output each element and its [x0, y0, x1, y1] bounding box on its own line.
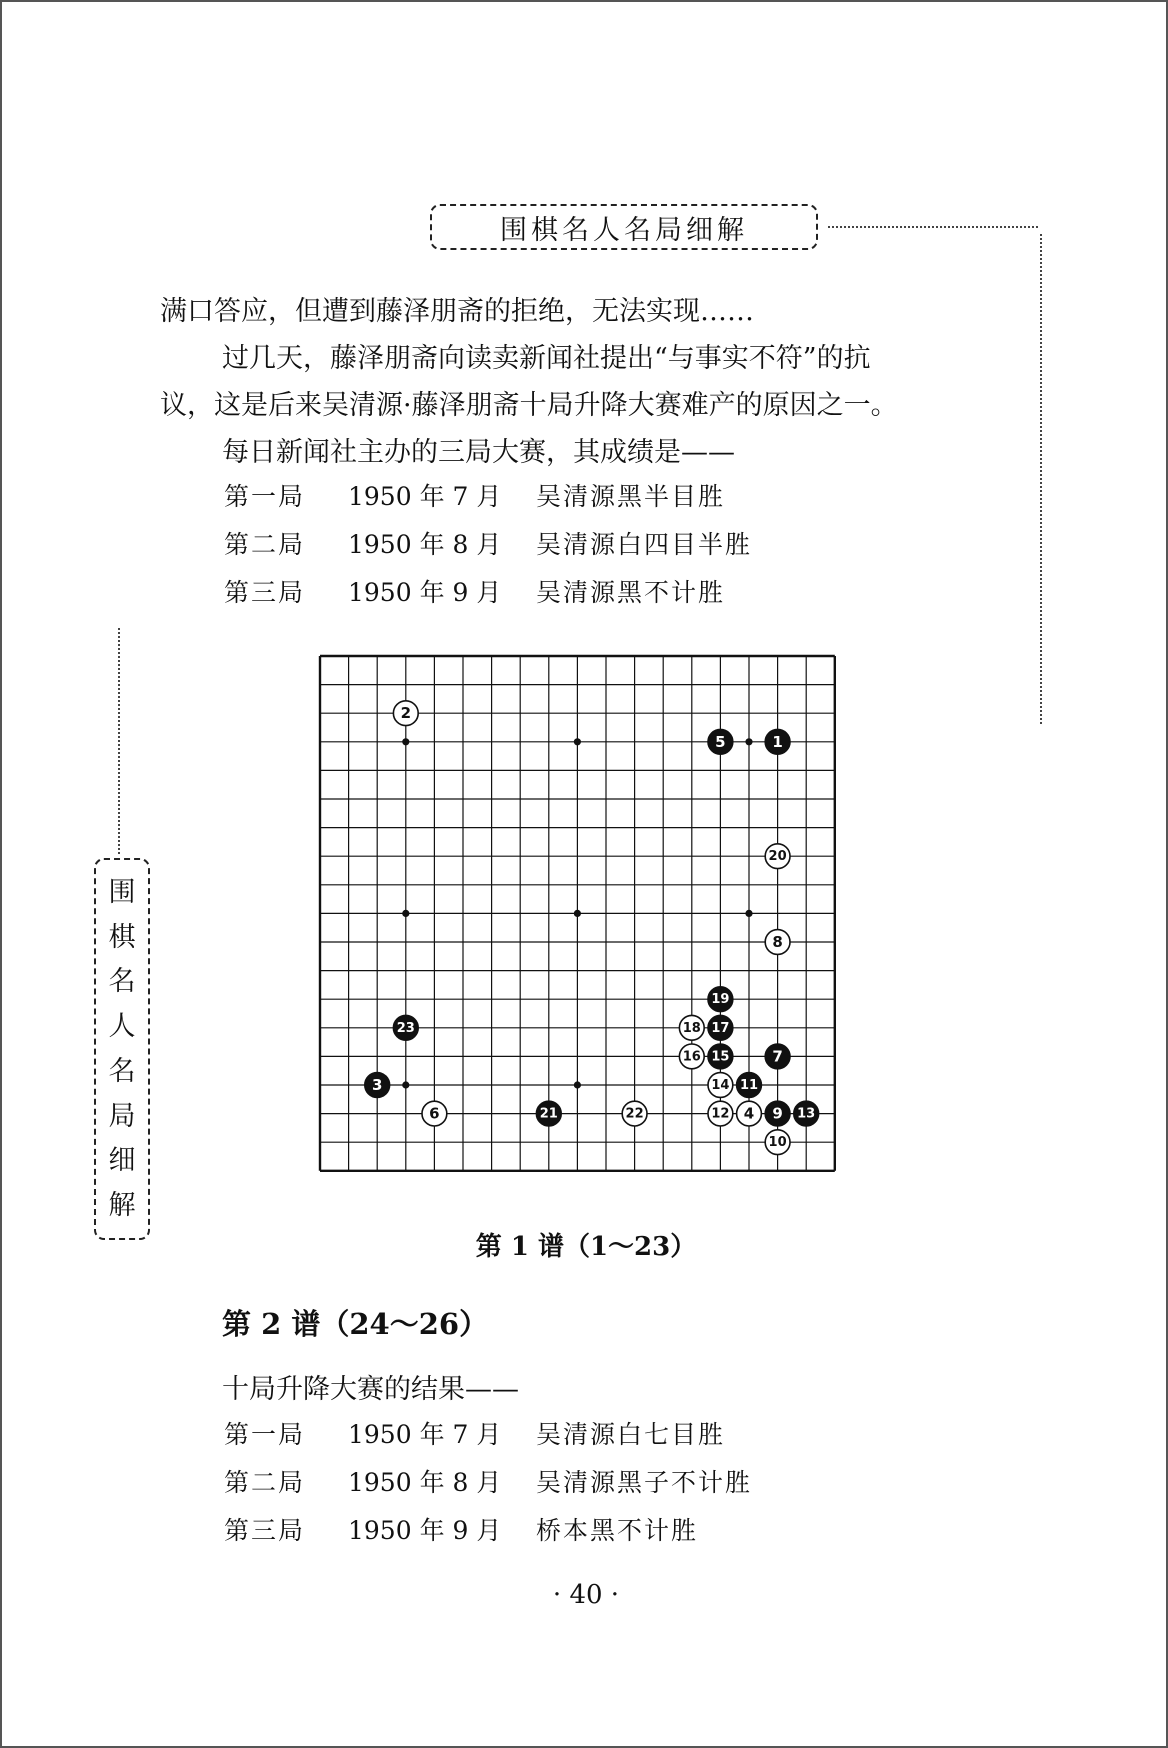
game-label: 第二局 [224, 530, 306, 559]
game-label: 第一局 [224, 1420, 306, 1449]
stone-move-number: 5 [715, 732, 726, 751]
board-star-point [402, 1081, 409, 1088]
stone-move-number: 2 [400, 704, 412, 723]
side-tab [94, 858, 150, 1240]
board-star-point [574, 738, 581, 745]
stone-move-number: 18 [682, 1020, 701, 1036]
board-star-point [745, 910, 752, 917]
game-label: 第一局 [224, 482, 306, 511]
stone-move-number: 22 [625, 1106, 644, 1122]
game-result: 吴清源白四目半胜 [536, 530, 753, 559]
stone-move-number: 9 [772, 1104, 783, 1123]
stone-move-number: 14 [711, 1078, 730, 1093]
game-date: 1950 年 9 月 [348, 1516, 502, 1545]
game-date: 1950 年 9 月 [348, 578, 502, 607]
body-text-line: 十局升降大赛的结果—— [222, 1374, 519, 1405]
stone-move-number: 12 [711, 1106, 730, 1122]
section-title: 第 2 谱（24～26） [222, 1307, 489, 1341]
body-text-line: 满口答应，但遭到藤泽朋斋的拒绝，无法实现…… [160, 296, 754, 327]
stone-move-number: 11 [739, 1078, 759, 1093]
game-result: 桥本黑不计胜 [536, 1516, 699, 1545]
stone-move-number: 21 [539, 1106, 558, 1122]
stone-move-number: 1 [772, 732, 783, 751]
figure-caption: 第 1 谱（1～23） [475, 1232, 697, 1262]
page-number: · 40 · [552, 1580, 620, 1610]
board-star-point [402, 738, 409, 745]
game-result: 吴清源黑子不计胜 [536, 1468, 753, 1497]
board-star-point [574, 1081, 581, 1088]
stone-move-number: 8 [772, 933, 783, 951]
body-text-line: 议，这是后来吴清源·藤泽朋斋十局升降大赛难产的原因之一。 [160, 390, 898, 421]
right-dotted-rule [1040, 234, 1042, 724]
running-header [430, 204, 818, 250]
stone-move-number: 13 [797, 1106, 816, 1122]
body-text-line: 每日新闻社主办的三局大赛，其成绩是—— [222, 437, 735, 468]
game-date: 1950 年 7 月 [348, 1420, 502, 1449]
game-date: 1950 年 7 月 [348, 482, 502, 511]
game-label: 第二局 [224, 1468, 306, 1497]
stone-move-number: 10 [768, 1135, 787, 1151]
side-tab-char: 细 [108, 1145, 136, 1177]
stone-move-number: 7 [772, 1047, 783, 1066]
game-date: 1950 年 8 月 [348, 1468, 502, 1497]
body-text-line: 过几天，藤泽朋斋向读卖新闻社提出“与事实不符”的抗 [222, 343, 871, 374]
game-result: 吴清源白七目胜 [536, 1420, 726, 1449]
stone-move-number: 17 [711, 1020, 730, 1036]
running-header-title: 围棋名人名局细解 [500, 214, 748, 246]
stone-move-number: 19 [711, 992, 730, 1008]
stone-move-number: 3 [371, 1076, 383, 1094]
side-tab-char: 名 [108, 966, 136, 998]
stone-move-number: 16 [682, 1049, 701, 1065]
side-tab-char: 名 [108, 1055, 136, 1087]
left-dotted-rule [118, 628, 120, 854]
side-tab-char: 人 [108, 1011, 136, 1043]
side-tab-char: 棋 [108, 921, 136, 953]
stone-move-number: 4 [743, 1104, 755, 1123]
game-label: 第三局 [224, 1516, 306, 1545]
game-result: 吴清源黑半目胜 [536, 482, 726, 511]
stone-move-number: 15 [711, 1049, 730, 1065]
go-board-diagram [302, 650, 862, 1190]
board-star-point [574, 910, 581, 917]
board-star-point [402, 910, 409, 917]
stone-move-number: 23 [396, 1020, 415, 1036]
game-label: 第三局 [224, 578, 306, 607]
game-result: 吴清源黑不计胜 [536, 578, 726, 607]
side-tab-char: 局 [108, 1100, 136, 1132]
side-tab-char: 解 [108, 1190, 136, 1222]
game-date: 1950 年 8 月 [348, 530, 502, 559]
board-star-point [745, 738, 752, 745]
stone-move-number: 6 [429, 1104, 440, 1123]
stone-move-number: 20 [768, 849, 787, 865]
header-dotted-rule [828, 226, 1038, 228]
side-tab-char: 围 [108, 876, 136, 908]
